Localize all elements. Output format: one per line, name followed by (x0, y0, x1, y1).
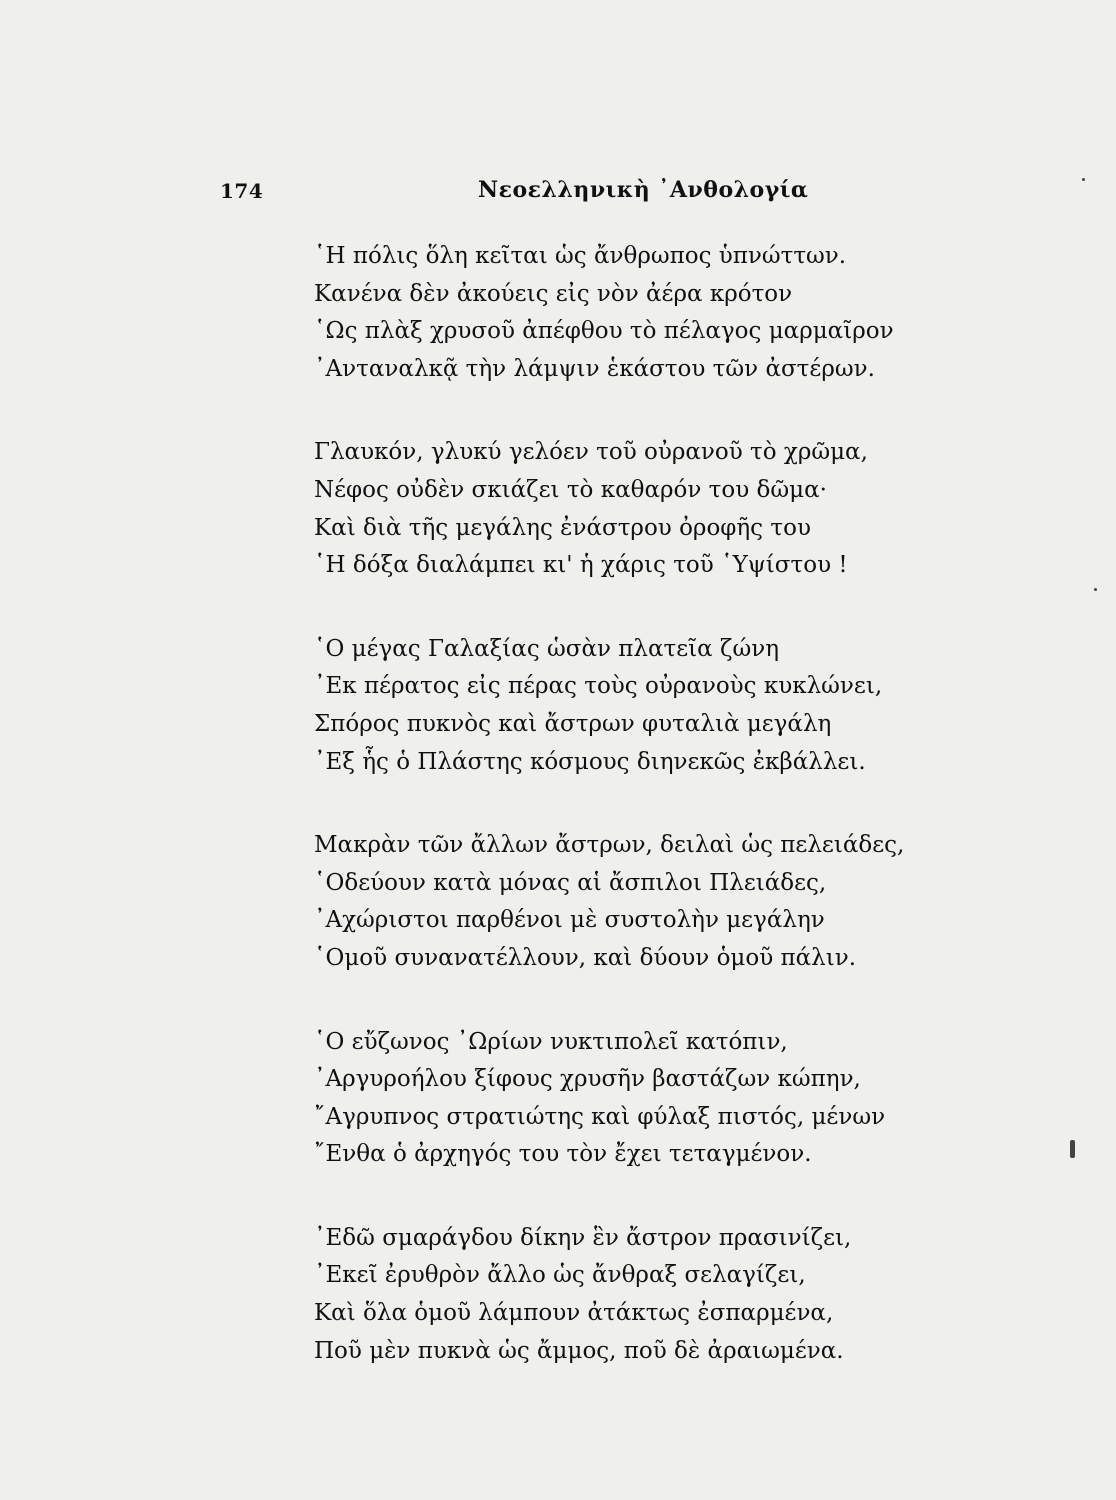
stanza-4 (314, 827, 954, 977)
poem-line: Κανένα δὲν ἀκούεις εἰς νὸν ἀέρα κρότον (314, 280, 793, 307)
poem-line: Καὶ ὅλα ὁμοῦ λάμπουν ἀτάκτως ἐσπαρμένα, (314, 1300, 834, 1327)
stanza-2 (314, 434, 954, 584)
ink-speck (1094, 588, 1097, 591)
poem-line: ᾿Εκεῖ ἐρυθρὸν ἄλλο ὡς ἄνθραξ σελαγίζει, (314, 1262, 806, 1289)
poem-line: ῾Οδεύουν κατὰ μόνας αἱ ἄσπιλοι Πλειάδες, (314, 869, 827, 896)
ink-speck (1070, 1140, 1075, 1158)
poem-line: Μακρὰν τῶν ἄλλων ἄστρων, δειλαὶ ὡς πελειάδες, (314, 832, 905, 859)
poem-line: Καὶ διὰ τῆς μεγάλης ἐνάστρου ὀροφῆς του (314, 514, 811, 541)
poem-line: ᾿Εδῶ σμαράγδου δίκην ἓν ἄστρον πρασινίζει, (314, 1224, 852, 1251)
page-number: 174 (220, 179, 264, 203)
ink-speck (1082, 178, 1085, 181)
running-title: Νεοελληνικὴ ᾿Ανθολογία (478, 177, 809, 203)
poem-line: Γλαυκόν, γλυκύ γελόεν τοῦ οὐρανοῦ τὸ χρῶμα, (314, 439, 868, 466)
poem-line: ῎Ενθα ὁ ἀρχηγός του τὸν ἔχει τεταγμένον. (314, 1141, 812, 1168)
poem-line: ῎Αγρυπνος στρατιώτης καὶ φύλαξ πιστός, μένων (314, 1103, 886, 1130)
poem-line: ῾Η πόλις ὅλη κεῖται ὡς ἄνθρωπος ὑπνώττων. (314, 243, 847, 269)
poem-line: ᾿Αργυροήλου ξίφους χρυσῆν βαστάζων κώπην, (314, 1066, 861, 1093)
poem-line: ῾Ως πλὰξ χρυσοῦ ἀπέφθου τὸ πέλαγος μαρμαῖρον (314, 318, 894, 345)
poem-line: ῾Ο εὔζωνος ᾿Ωρίων νυκτιπολεῖ κατόπιν, (314, 1028, 788, 1055)
poem-line: ῾Ο μέγας Γαλαξίας ὡσὰν πλατεῖα ζώνη (314, 635, 779, 662)
stanza-3 (314, 631, 954, 781)
poem-line: ᾿Εκ πέρατος εἰς πέρας τοὺς οὐρανοὺς κυκλώνει, (314, 673, 883, 700)
stanza-5 (314, 1024, 954, 1174)
poem-line: ᾿Εξ ἧς ὁ Πλάστης κόσμους διηνεκῶς ἐκβάλλει. (314, 748, 866, 775)
poem-line: Ποῦ μὲν πυκνὰ ὡς ἄμμος, ποῦ δὲ ἀραιωμένα. (314, 1337, 844, 1364)
poem-line: Νέφος οὐδὲν σκιάζει τὸ καθαρόν του δῶμα· (314, 476, 827, 503)
poem-line: Σπόρος πυκνὸς καὶ ἄστρων φυταλιὰ μεγάλη (314, 710, 832, 737)
poem-line: ῾Ομοῦ συνανατέλλουν, καὶ δύουν ὁμοῦ πάλιν. (314, 944, 857, 971)
poem-line: ᾿Αχώριστοι παρθένοι μὲ συστολὴν μεγάλην (314, 907, 825, 934)
poem-line: ᾿Ανταναλκᾷ τὴν λάμψιν ἑκάστου τῶν ἀστέρων. (314, 355, 875, 382)
stanza-6 (314, 1220, 954, 1370)
stanza-1 (314, 238, 954, 388)
poem-line: ῾Η δόξα διαλάμπει κι' ἡ χάρις τοῦ ῾Υψίστου ! (314, 552, 848, 579)
poem (314, 238, 954, 1416)
